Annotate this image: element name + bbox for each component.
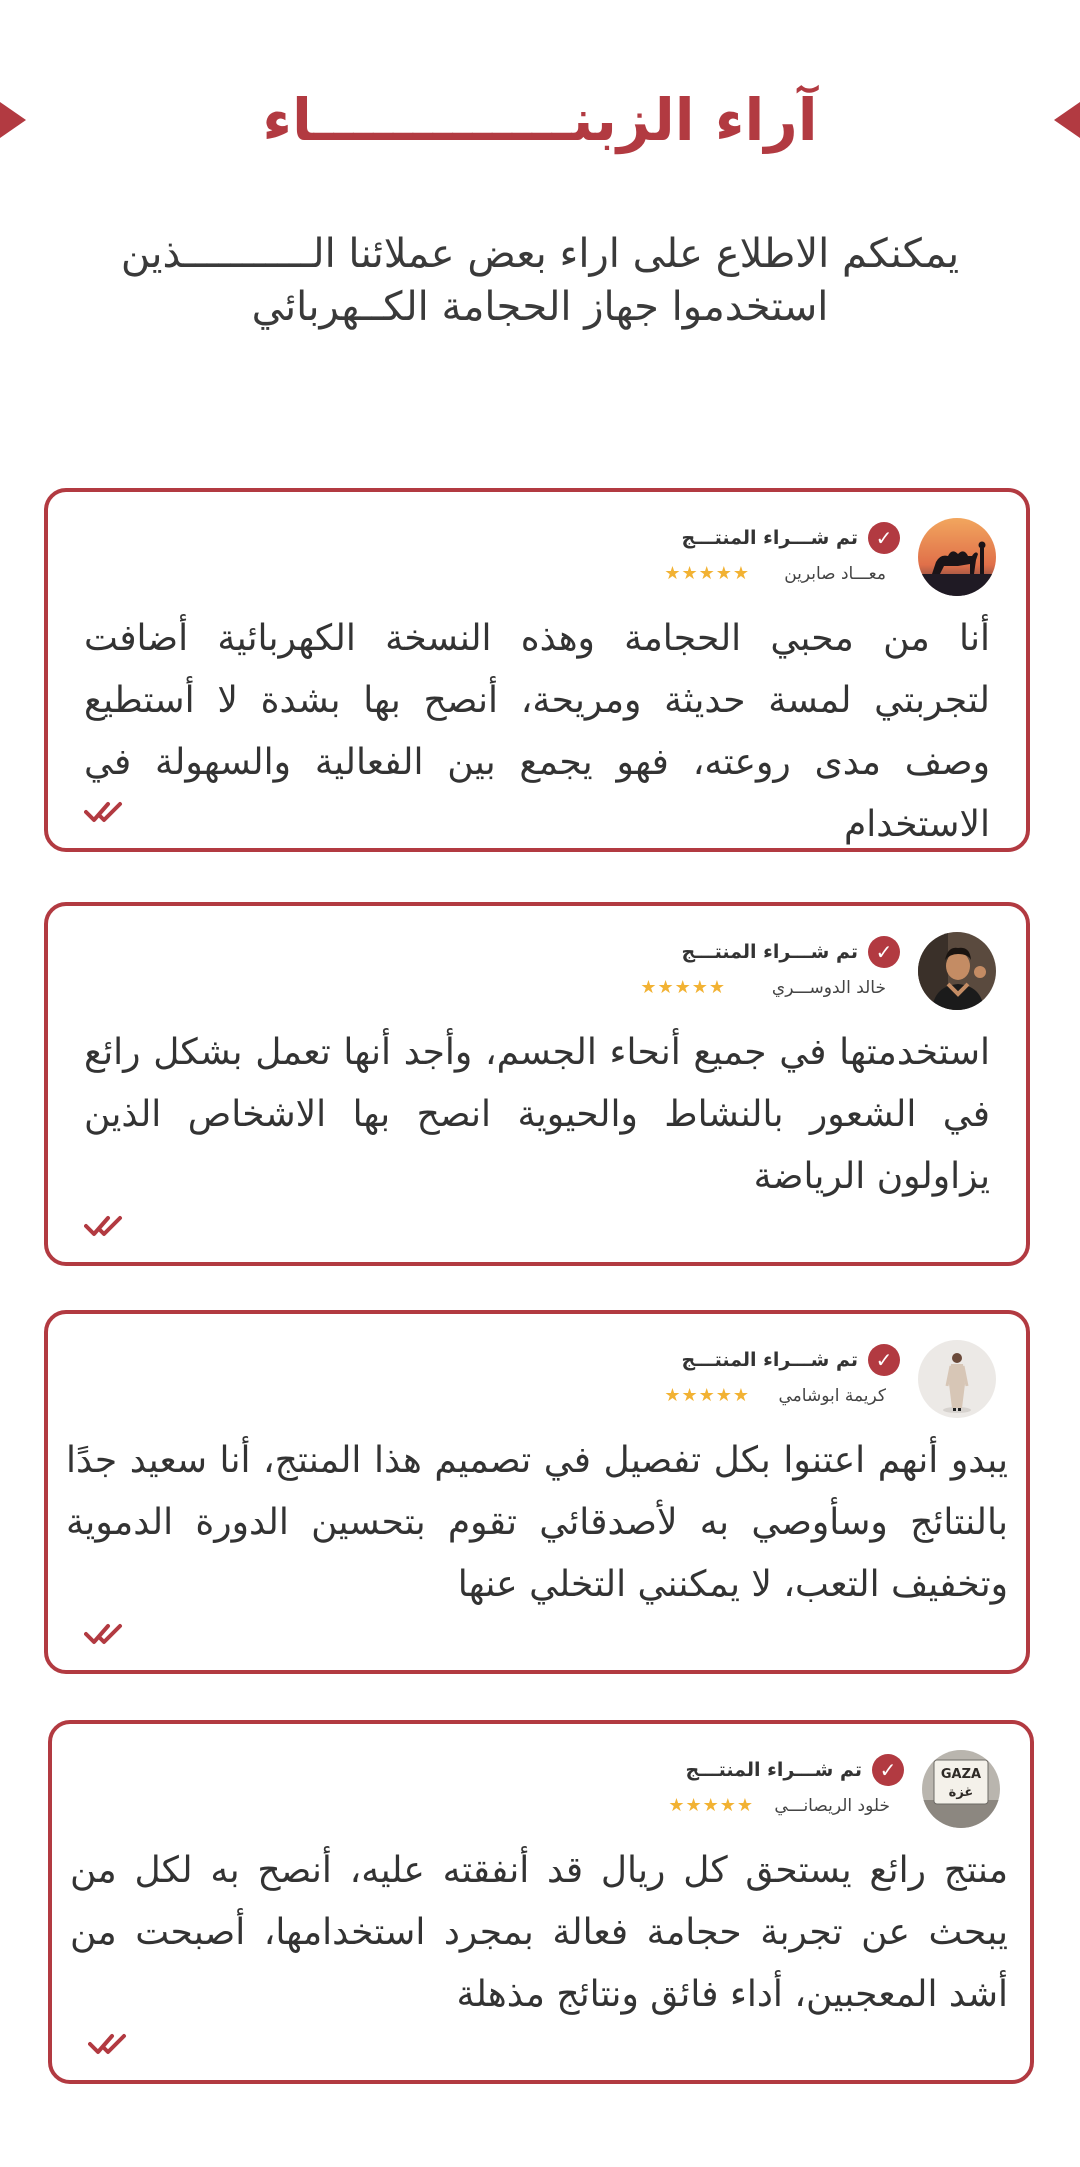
double-check-icon bbox=[84, 1622, 126, 1646]
review-header bbox=[500, 1750, 1000, 1830]
avatar-sign-text-en: GAZA bbox=[940, 1767, 982, 1782]
star-rating: ★★★★★ bbox=[640, 977, 726, 998]
verified-check-icon: ✓ bbox=[872, 1754, 904, 1786]
avatar bbox=[918, 932, 996, 1010]
intro-text bbox=[60, 228, 1020, 334]
camel-sunset-icon bbox=[918, 518, 996, 596]
star-rating: ★★★★★ bbox=[664, 563, 750, 584]
verified-label: تم شـــراء المنتـــج bbox=[681, 527, 858, 549]
intro-line-1: يمكنكم الاطلاع على اراء بعض عملائنا الـــــــــــذين bbox=[120, 231, 960, 277]
review-card bbox=[48, 1720, 1034, 2084]
review-card bbox=[44, 488, 1030, 852]
review-text: أنا من محبي الحجامة وهذه النسخة الكهربائية أضافت لتجربتي لمسة حديثة ومريحة، أنصح بها بشدة لا أستطيع وصف مدى روعته، فهو يجمع بين الفعالية والسهولة في الاستخدام bbox=[84, 618, 990, 845]
verified-check-icon: ✓ bbox=[868, 1344, 900, 1376]
woman-figure-icon bbox=[918, 1340, 996, 1418]
reviewer-name: كريمة ابوشامي bbox=[778, 1386, 886, 1406]
double-check-icon bbox=[84, 1214, 126, 1238]
gaza-sign-icon bbox=[922, 1750, 1000, 1828]
avatar-sign-text-ar: غزة bbox=[948, 1785, 974, 1800]
review-header bbox=[496, 932, 996, 1012]
verified-label: تم شـــراء المنتـــج bbox=[681, 1349, 858, 1371]
review-text: استخدمتها في جميع أنحاء الجسم، وأجد أنها تعمل بشكل رائع في الشعور بالنشاط والحيوية انصح بها الاشخاص الذين يزاولون الرياضة bbox=[84, 1032, 990, 1197]
reviewer-name: معـــاد صابرين bbox=[784, 564, 886, 584]
review-card bbox=[44, 902, 1030, 1266]
verified-label: تم شـــراء المنتـــج bbox=[681, 941, 858, 963]
man-portrait-icon bbox=[918, 932, 996, 1010]
page-title: آراء الزبنـــــــــــــاء bbox=[262, 86, 818, 154]
verified-label: تم شـــراء المنتـــج bbox=[685, 1759, 862, 1781]
review-text: يبدو أنهم اعتنوا بكل تفصيل في تصميم هذا المنتج، أنا سعيد جدًا بالنتائج وسأوصي به لأصدقائي تقوم بتحسين الدورة الدموية وتخفيف التعب، لا يمكنني التخلي عنها bbox=[66, 1440, 1008, 1605]
verified-check-icon: ✓ bbox=[868, 936, 900, 968]
page-header bbox=[0, 70, 1080, 170]
double-check-icon bbox=[88, 2032, 130, 2056]
reviewer-name: خلود الريصانـــي bbox=[774, 1796, 890, 1816]
review-header bbox=[496, 1340, 996, 1420]
triangle-right-icon bbox=[1054, 102, 1080, 138]
avatar bbox=[918, 518, 996, 596]
review-text: منتج رائع يستحق كل ريال قد أنفقته عليه، أنصح به لكل من يبحث عن تجربة حجامة فعالة بمجرد استخدامها، أصبحت من أشد المعجبين، أداء فائق ونتائج مذهلة bbox=[70, 1850, 1008, 2015]
star-rating: ★★★★★ bbox=[668, 1795, 754, 1816]
review-header bbox=[496, 518, 996, 598]
double-check-icon bbox=[84, 800, 126, 824]
review-card bbox=[44, 1310, 1030, 1674]
verified-check-icon: ✓ bbox=[868, 522, 900, 554]
reviewer-name: خالد الدوســـري bbox=[771, 978, 886, 998]
intro-line-2: استخدموا جهاز الحجامة الكــهربائي bbox=[251, 284, 829, 330]
avatar bbox=[922, 1750, 1000, 1828]
avatar bbox=[918, 1340, 996, 1418]
star-rating: ★★★★★ bbox=[664, 1385, 750, 1406]
